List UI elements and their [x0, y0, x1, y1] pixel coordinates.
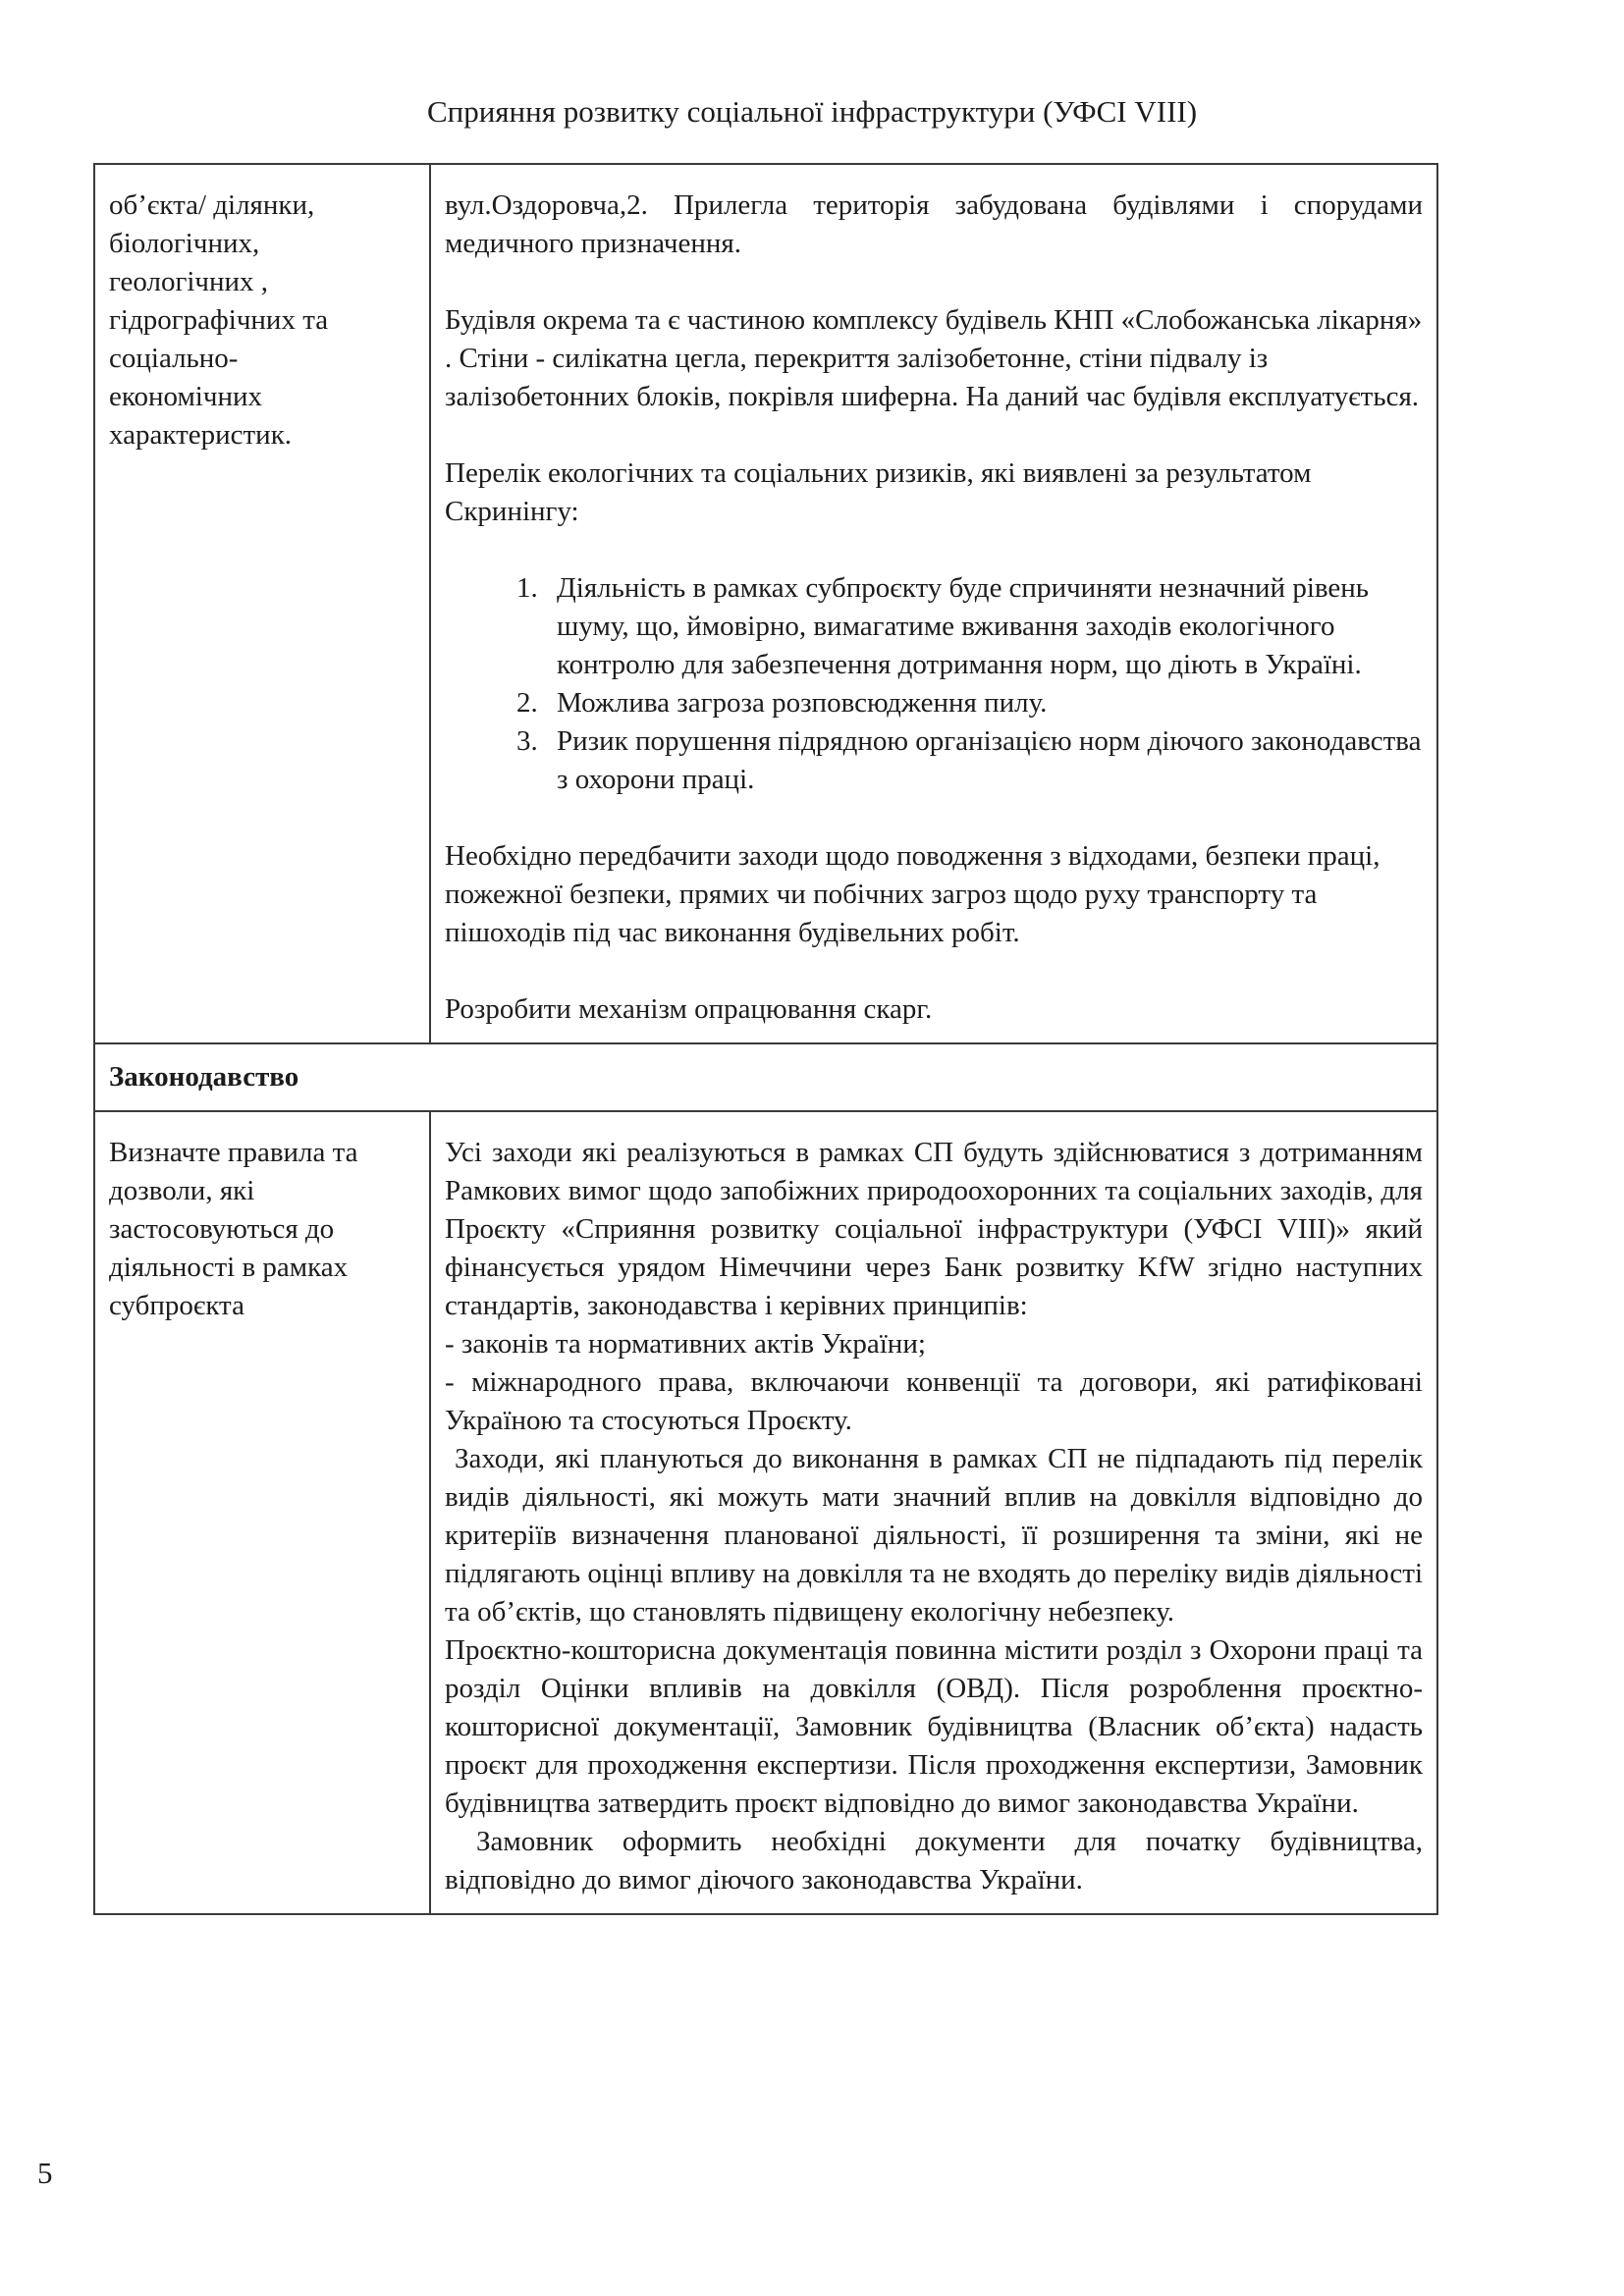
left-cell-line: характеристик.: [109, 419, 293, 451]
risk-item: 3. Ризик порушення підрядною організацією норм діючого законодавства з охорони праці.: [545, 722, 1423, 799]
left-cell-characteristics: [94, 164, 430, 1043]
page-number: 5: [37, 2156, 53, 2190]
legislation-paragraph: Заходи, які плануються до виконання в рамках СП не підпадають під перелік видів діяльності, які можуть мати значний вплив на довкілля відповідно до критеріїв визначення планованої діяльності, її розширення та зміни, які не підлягають оцінці впливу на довкілля та не входять до переліку видів діяльності та об’єктів, що становлять підвищену екологічну небезпеку.: [445, 1443, 1423, 1628]
left-cell-line: соціально-: [109, 343, 239, 374]
left-cell-line: Визначте правила та: [109, 1137, 358, 1168]
risk-item: 1. Діяльність в рамках субпроєкту буде спричиняти незначний рівень шуму, що, ймовірно, вимагатиме вживання заходів екологічного контролю для забезпечення дотримання норм, що діють в Україні.: [545, 569, 1423, 684]
section-row-legislation: [94, 1043, 1437, 1111]
table-row-characteristics: [94, 164, 1437, 1043]
left-cell-line: гідрографічних та: [109, 304, 329, 336]
complaints-paragraph: Розробити механізм опрацювання скарг.: [445, 993, 933, 1025]
left-cell-line: економічних: [109, 381, 262, 412]
risks-intro-paragraph: Перелік екологічних та соціальних ризиків, які виявлені за результатом Скринінгу:: [445, 457, 1312, 527]
left-cell-line: об’єкта/ ділянки,: [109, 189, 315, 221]
section-title: Законодавство: [94, 1043, 1437, 1111]
left-cell-legislation: [94, 1111, 430, 1914]
measures-paragraph: Необхідно передбачити заходи щодо поводження з відходами, безпеки праці, пожежної безпеки, прямих чи побічних загроз щодо руху транспорту та пішоходів під час виконання будівельних робіт.: [445, 840, 1380, 948]
screening-table: [93, 163, 1438, 1915]
left-cell-line: біологічних,: [109, 228, 260, 259]
legislation-paragraph: Проєктно-кошторисна документація повинна містити розділ з Охорони праці та розділ Оцінки впливів на довкілля (ОВД). Після розроблення проєктно-кошторисної документації, Замовник будівництва (Власник об’єкта) надасть проєкт для проходження експертизи. Після проходження експертизи, Замовник будівництва затвердить проєкт відповідно до вимог законодавства України.: [445, 1634, 1423, 1819]
address-paragraph: вул.Оздоровча,2. Прилегла територія забудована будівлями і спорудами медичного призначення.: [445, 189, 1423, 259]
risk-item: 2. Можлива загроза розповсюдження пилу.: [545, 684, 1423, 722]
page-header-title: Сприяння розвитку соціальної інфраструктури (УФСІ VIII): [426, 94, 1198, 129]
legislation-paragraph: Замовник оформить необхідні документи для початку будівництва, відповідно до вимог діючого законодавства України.: [445, 1826, 1423, 1896]
left-cell-line: субпроєкта: [109, 1290, 244, 1321]
legislation-bullet: - законів та нормативних актів України;: [445, 1328, 926, 1360]
legislation-paragraph: Усі заходи які реалізуються в рамках СП будуть здійснюватися з дотриманням Рамкових вимог щодо запобіжних природоохоронних та соціальних заходів, для Проєкту «Сприяння розвитку соціальної інфраструктури (УФСІ VIII)» який фінансується урядом Німеччини через Банк розвитку KfW згідно наступних стандартів, законодавства і керівних принципів:: [445, 1137, 1423, 1321]
building-description-paragraph: Будівля окрема та є частиною комплексу будівель КНП «Слобожанська лікарня» . Стіни - силікатна цегла, перекриття залізобетонне, стіни підвалу із залізобетонних блоків, покрівля шиферна. На даний час будівля експлуатується.: [445, 304, 1423, 412]
left-cell-line: дозволи, які: [109, 1175, 255, 1206]
right-cell-characteristics: [430, 164, 1437, 1043]
risks-list: [445, 569, 1423, 799]
left-cell-line: застосовуються до: [109, 1213, 335, 1245]
legislation-bullet: - міжнародного права, включаючи конвенції та договори, які ратифіковані Україною та стосуються Проєкту.: [445, 1366, 1423, 1436]
right-cell-legislation: [430, 1111, 1437, 1914]
left-cell-line: діяльності в рамках: [109, 1252, 349, 1283]
left-cell-line: геологічних ,: [109, 266, 269, 297]
table-row-legislation: [94, 1111, 1437, 1914]
